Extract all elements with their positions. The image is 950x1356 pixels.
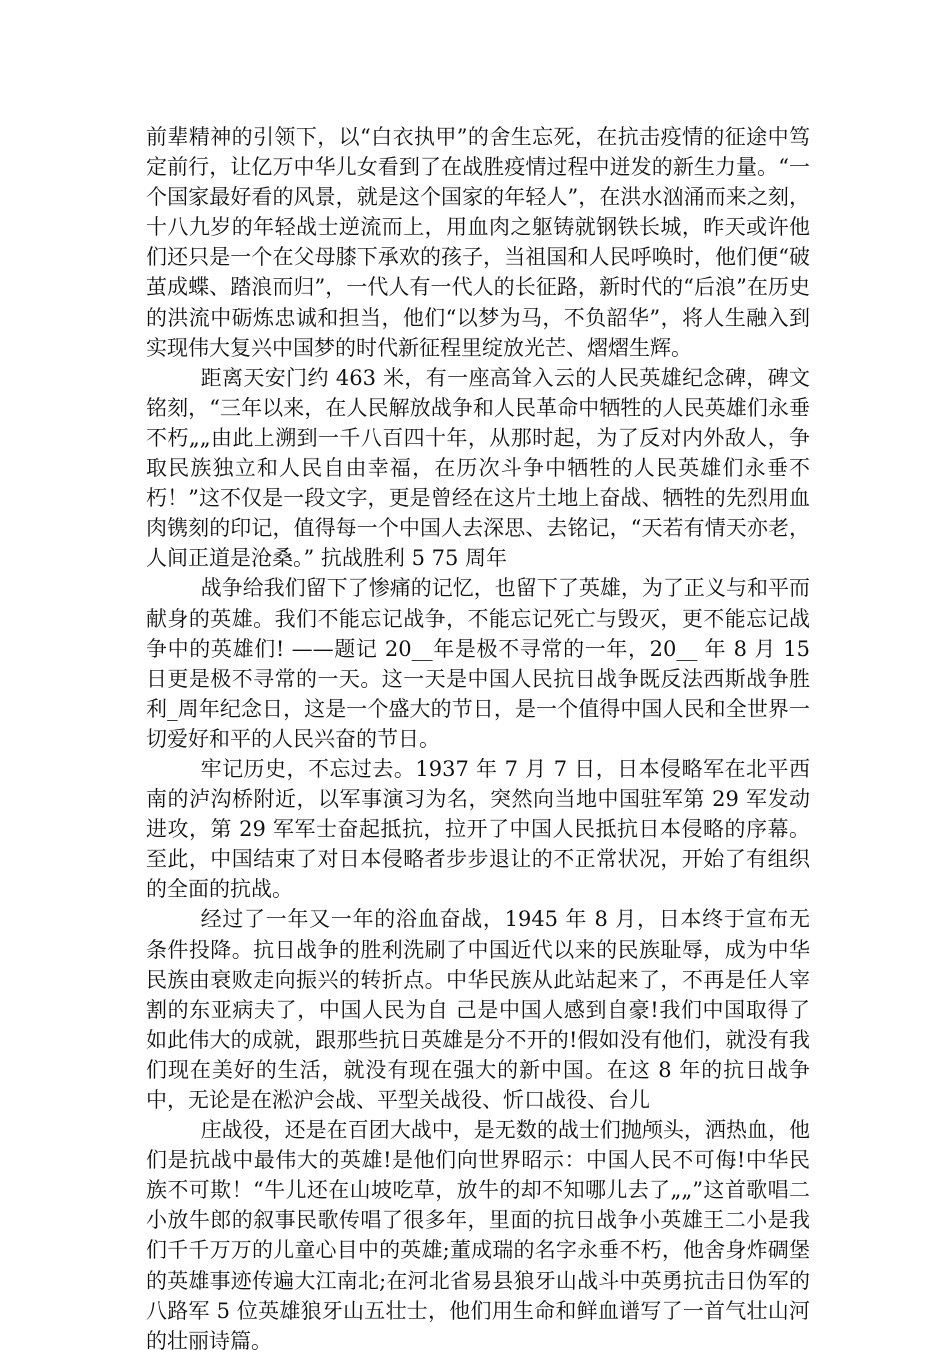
paragraph-3: 战争给我们留下了惨痛的记忆，也留下了英雄，为了正义与和平而献身的英雄。我们不能忘记战争，不能忘记死亡与毁灭，更不能忘记战争中的英雄们! ——题记 20__年是极不寻常的一年，20__ 年 8 月 15 日更是极不寻常的一天。这一天是中国人民抗日战争既反法西斯战争胜利_周年纪念日，这是一个盛大的节日，是一个值得中国人民和全世界一切爱好和平的人民兴奋的节日。 bbox=[146, 576, 810, 751]
paragraph-6: 庄战役，还是在百团大战中，是无数的战士们抛颅头，洒热血，他们是抗战中最伟大的英雄!是他们向世界昭示：中国人民不可侮!中华民族不可欺！“牛儿还在山坡吃草，放牛的却不知哪儿去了„„”这首歌唱二小放牛郎的叙事民歌传唱了很多年，里面的抗日战争小英雄王二小是我们千千万万的儿童心目中的英雄;董成瑞的名字永垂不朽，他舍身炸碉堡的英雄事迹传遍大江南北;在河北省易县狼牙山战斗中英勇抗击日伪军的八路军 5 位英雄狼牙山五壮士，他们用生命和鲜血谱写了一首气壮山河的壮丽诗篇。 bbox=[146, 1118, 810, 1353]
paragraph-2: 距离天安门约 463 米，有一座高耸入云的人民英雄纪念碑，碑文铭刻，“三年以来，在人民解放战争和人民革命中牺牲的人民英雄们永垂不朽„„由此上溯到一千八百四十年，从那时起，为了反对内外敌人，争取民族独立和人民自由幸福，在历次斗争中牺牲的人民英雄们永垂不朽！”这不仅是一段文字，更是曾经在这片土地上奋战、牺牲的先烈用血肉镌刻的印记，值得每一个中国人去深思、去铭记，“天若有情天亦老，人间正道是沧桑。” 抗战胜利 5 75 周年 bbox=[146, 365, 810, 571]
paragraph-1: 前辈精神的引领下，以“白衣执甲”的舍生忘死，在抗击疫情的征途中笃定前行，让亿万中华儿女看到了在战胜疫情过程中迸发的新生力量。“一个国家最好看的风景，就是这个国家的年轻人”，在洪水汹涌而来之刻，十八九岁的年轻战士逆流而上，用血肉之躯铸就钢铁长城，昨天或许他们还只是一个在父母膝下承欢的孩子，当祖国和人民呼唤时，他们便“破茧成蝶、踏浪而归”，一代人有一代人的长征路，新时代的“后浪”在历史的洪流中砺炼忠诚和担当，他们“以梦为马，不负韶华”，将人生融入到实现伟大复兴中国梦的时代新征程里绽放光芒、熠熠生辉。 bbox=[146, 125, 810, 360]
paragraph-5: 经过了一年又一年的浴血奋战，1945 年 8 月，日本终于宣布无条件投降。抗日战争的胜利洗刷了中国近代以来的民族耻辱，成为中华民族由衰败走向振兴的转折点。中华民族从此站起来了，不再是任人宰割的东亚病夫了，中国人民为自 己是中国人感到自豪!我们中国取得了如此伟大的成就，跟那些抗日英雄是分不开的!假如没有他们，就没有我们现在美好的生活，就没有现在强大的新中国。在这 8 年的抗日战争中，无论是在淞沪会战、平型关战役、忻口战役、台儿 bbox=[146, 907, 810, 1112]
paragraph-4: 牢记历史，不忘过去。1937 年 7 月 7 日，日本侵略军在北平西南的泸沟桥附近，以军事演习为名，突然向当地中国驻军第 29 军发动进攻，第 29 军军士奋起抵抗，拉开了中国人民抵抗日本侵略的序幕。至此，中国结束了对日本侵略者步步退让的不正常状况，开始了有组织的全面的抗战。 bbox=[146, 756, 810, 902]
body-text bbox=[146, 122, 810, 1356]
